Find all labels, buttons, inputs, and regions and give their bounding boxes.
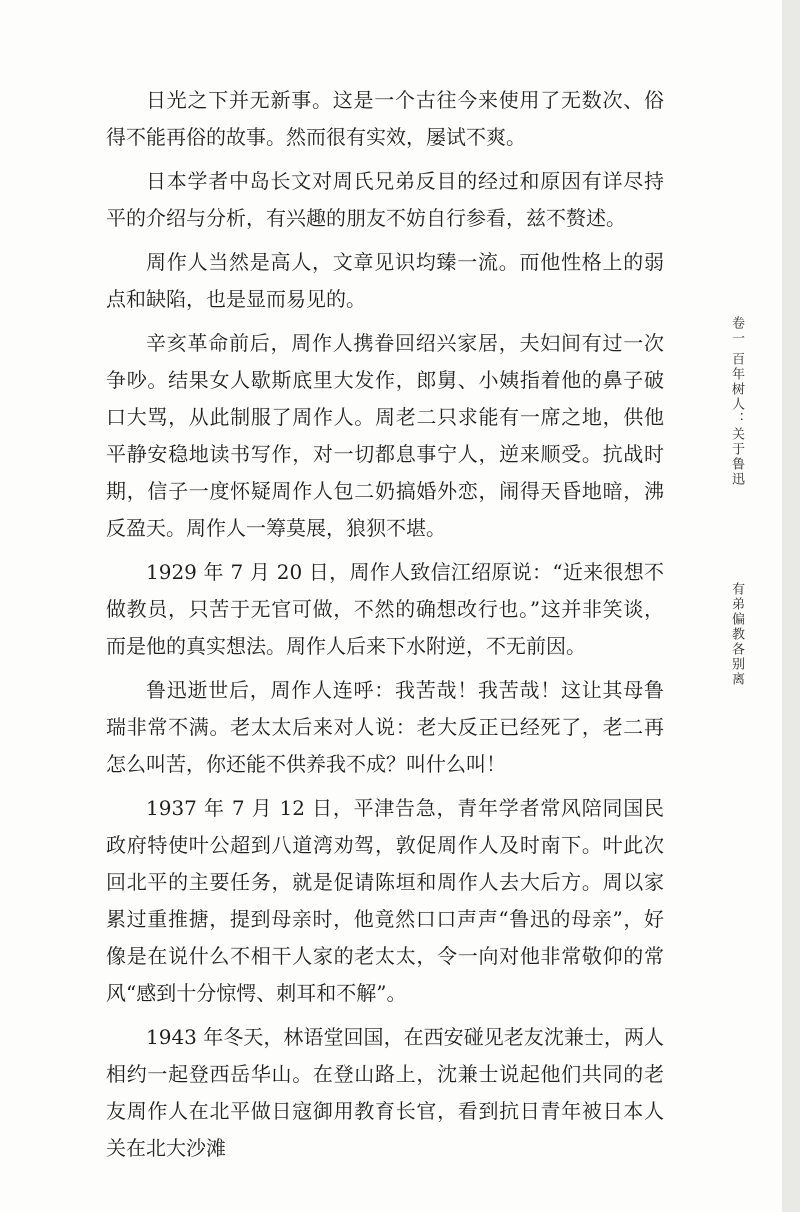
paragraph: 1943 年冬天，林语堂回国，在西安碰见老友沈兼士，两人相约一起登西岳华山。在登山路上，沈兼士说起他们共同的老友周作人在北平做日寇御用教育长官，看到抗日青年被日本人关在北大沙滩 xyxy=(106,1025,664,1160)
paragraph: 日本学者中岛长文对周氏兄弟反目的经过和原因有详尽持平的介绍与分析，有兴趣的朋友不妨自行参看，兹不赘述。 xyxy=(106,169,664,230)
running-head-section: 有弟偏教各别离 xyxy=(729,582,744,687)
paragraph: 周作人当然是高人，文章见识均臻一流。而他性格上的弱点和缺陷，也是显而易见的。 xyxy=(106,250,664,311)
paragraph: 鲁迅逝世后，周作人连呼：我苦哉！我苦哉！这让其母鲁瑞非常不满。老太太后来对人说：老大反正已经死了，老二再怎么叫苦，你还能不供养我不成？叫什么叫！ xyxy=(106,678,664,776)
paragraph: 日光之下并无新事。这是一个古往今来使用了无数次、俗得不能再俗的故事。然而很有实效，屡试不爽。 xyxy=(106,88,664,149)
paragraph: 辛亥革命前后，周作人携眷回绍兴家居，夫妇间有过一次争吵。结果女人歇斯底里大发作，郎舅、小姨指着他的鼻子破口大骂，从此制服了周作人。周老二只求能有一席之地，供他平静安稳地读书写作，对一切都息事宁人，逆来顺受。抗战时期，信子一度怀疑周作人包二奶搞婚外恋，闹得天昏地暗，沸反盈天。周作人一筹莫展，狼狈不堪。 xyxy=(106,331,664,540)
paragraph: 1929 年 7 月 20 日，周作人致信江绍原说：“近来很想不做教员，只苦于无官可做，不然的确想改行也。”这并非笑谈，而是他的真实想法。周作人后来下水附逆，不无前因。 xyxy=(106,560,664,658)
running-head-volume: 卷一 百年树人：关于鲁迅 xyxy=(729,316,744,488)
body-text xyxy=(106,82,664,1174)
paragraph: 1937 年 7 月 12 日，平津告急，青年学者常风陪同国民政府特使叶公超到八道湾劝驾，敦促周作人及时南下。叶此次回北平的主要任务，就是促请陈垣和周作人去大后方。周以家累过重推搪，提到母亲时，他竟然口口声声“鲁迅的母亲”，好像是在说什么不相干人家的老太太，令一向对他非常敬仰的常风“感到十分惊愕、刺耳和不解”。 xyxy=(106,796,664,1005)
page-edge-shadow xyxy=(782,0,800,1212)
